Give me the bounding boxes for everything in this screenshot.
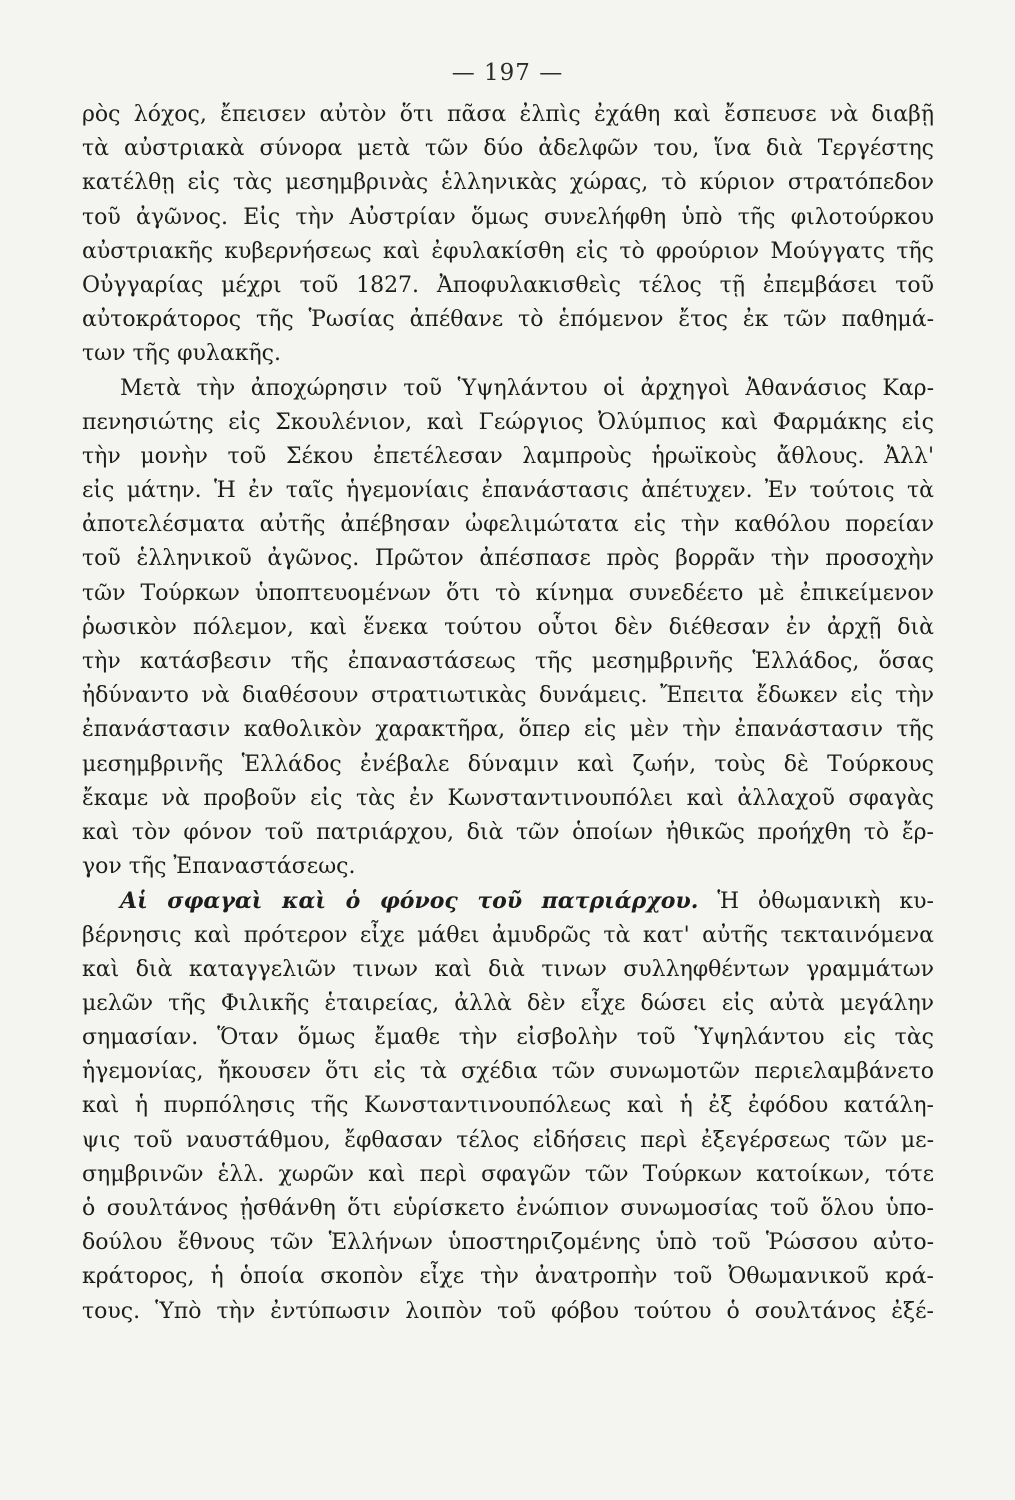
text-line: τοῦ ἑλληνικοῦ ἀγῶνος. Πρῶτον ἀπέσπασε πρὸς βορρᾶν τὴν προσοχὴν [82,546,934,572]
text-line: ἡγεμονίας, ἤκουσεν ὅτι εἰς τὰ σχέδια τῶν συνωμοτῶν περιελαμβάνετο [82,1059,934,1085]
text-line: Οὐγγαρίας μέχρι τοῦ 1827. Ἀποφυλακισθεὶς τέλος τῇ ἐπεμβάσει τοῦ [82,272,934,298]
text-line: σημασίαν. Ὅταν ὅμως ἔμαθε τὴν εἰσβολὴν τοῦ Ὑψηλάντου εἰς τὰς [82,1025,934,1051]
text-line: τοῦ ἀγῶνος. Εἰς τὴν Αὐστρίαν ὅμως συνελήφθη ὑπὸ τῆς φιλοτούρκου [82,204,934,230]
text-line: τους. Ὑπὸ τὴν ἐντύπωσιν λοιπὸν τοῦ φόβου τούτου ὁ σουλτάνος ἐξέ- [82,1298,934,1324]
text-line: ψις τοῦ ναυστάθμου, ἔφθασαν τέλος εἰδήσεις περὶ ἐξεγέρσεως τῶν με- [82,1127,934,1153]
text-line: ἔκαμε νὰ προβοῦν εἰς τὰς ἐν Κωνσταντινουπόλει καὶ ἀλλαχοῦ σφαγὰς [82,785,934,811]
text-line: τῶν Τούρκων ὑποπτευομένων ὅτι τὸ κίνημα συνεδέετο μὲ ἐπικείμενον [82,580,934,606]
text-line: ἐπανάστασιν καθολικὸν χαρακτῆρα, ὅπερ εἰς μὲν τὴν ἐπανάστασιν τῆς [82,717,934,743]
text-line: γον τῆς Ἐπαναστάσεως. [82,854,356,880]
text-line: καὶ τὸν φόνον τοῦ πατριάρχου, διὰ τῶν ὁποίων ἠθικῶς προήχθη τὸ ἔρ- [82,819,934,845]
section-heading-continuation: Ἡ ὀθωμανικὴ κυ- [698,889,934,915]
text-line: εἰς μάτην. Ἡ ἐν ταῖς ἡγεμονίαις ἐπανάστασις ἀπέτυχεν. Ἐν τούτοις τὰ [82,478,934,504]
text-line: ρὸς λόχος, ἔπεισεν αὐτὸν ὅτι πᾶσα ἐλπὶς ἐχάθη καὶ ἔσπευσε νὰ διαβῇ [82,102,934,127]
text-line: καὶ διὰ καταγγελιῶν τινων καὶ διὰ τινων συλληφθέντων γραμμάτων [82,956,934,982]
page-number: — 197 — [451,60,564,86]
text-line: ἠδύναντο νὰ διαθέσουν στρατιωτικὰς δυνάμεις. Ἔπειτα ἔδωκεν εἰς τὴν [82,683,934,709]
text-line: βέρνησις καὶ πρότερον εἶχε μάθει ἀμυδρῶς τὰ κατ' αὐτῆς τεκταινόμενα [82,922,934,948]
text-line: ὁ σουλτάνος ᾐσθάνθη ὅτι εὑρίσκετο ἐνώπιον συνωμοσίας τοῦ ὅλου ὑπο- [82,1196,934,1221]
text-line: δούλου ἔθνους τῶν Ἑλλήνων ὑποστηριζομένης ὑπὸ τοῦ Ῥώσσου αὐτο- [82,1230,934,1256]
text-line: κράτορος, ἡ ὁποία σκοπὸν εἶχε τὴν ἀνατροπὴν τοῦ Ὀθωμανικοῦ κρά- [82,1264,934,1290]
section-heading-line [82,884,934,918]
text-line: τὴν κατάσβεσιν τῆς ἐπαναστάσεως τῆς μεσημβρινῆς Ἑλλάδος, ὅσας [82,649,934,674]
text-line: αὐστριακῆς κυβερνήσεως καὶ ἐφυλακίσθη εἰς τὸ φρούριον Μούγγατς τῆς [82,238,934,264]
paragraph-start-line: Μετὰ τὴν ἀποχώρησιν τοῦ Ὑψηλάντου οἱ ἀρχηγοὶ Ἀθανάσιος Καρ- [120,375,934,401]
text-line: καὶ ἡ πυρπόλησις τῆς Κωνσταντινουπόλεως καὶ ἡ ἐξ ἐφόδου κατάλη- [82,1093,934,1119]
text-line: ῥωσικὸν πόλεμον, καὶ ἕνεκα τούτου οὗτοι δὲν διέθεσαν ἐν ἀρχῇ διὰ [82,614,934,640]
text-line: πενησιώτης εἰς Σκουλένιον, καὶ Γεώργιος Ὀλύμπιος καὶ Φαρμάκης εἰς [82,409,934,435]
text-line: σημβρινῶν ἑλλ. χωρῶν καὶ περὶ σφαγῶν τῶν Τούρκων κατοίκων, τότε [82,1161,934,1187]
text-line: μελῶν τῆς Φιλικῆς ἑταιρείας, ἀλλὰ δὲν εἶχε δώσει εἰς αὐτὰ μεγάλην [82,990,934,1016]
text-line: των τῆς φυλακῆς. [82,341,281,367]
text-line: τὰ αὐστριακὰ σύνορα μετὰ τῶν δύο ἀδελφῶν του, ἵνα διὰ Τεργέστης [82,136,934,162]
text-line: ἀποτελέσματα αὐτῆς ἀπέβησαν ὠφελιμώτατα εἰς τὴν καθόλου πορείαν [82,512,934,538]
text-line: μεσημβρινῆς Ἑλλάδος ἐνέβαλε δύναμιν καὶ ζωήν, τοὺς δὲ Τούρκους [82,751,934,777]
section-heading: Αἱ σφαγαὶ καὶ ὁ φόνος τοῦ πατριάρχου. [120,888,699,915]
text-line: τὴν μονὴν τοῦ Σέκου ἐπετέλεσαν λαμπροὺς ἡρωϊκοὺς ἄθλους. Ἀλλ' [82,443,934,469]
text-line: κατέλθῃ εἰς τὰς μεσημβρινὰς ἑλληνικὰς χώρας, τὸ κύριον στρατόπεδον [82,170,934,196]
text-line: αὐτοκράτορος τῆς Ῥωσίας ἀπέθανε τὸ ἑπόμενον ἔτος ἐκ τῶν παθημά- [82,307,934,333]
body-text [82,98,934,1329]
